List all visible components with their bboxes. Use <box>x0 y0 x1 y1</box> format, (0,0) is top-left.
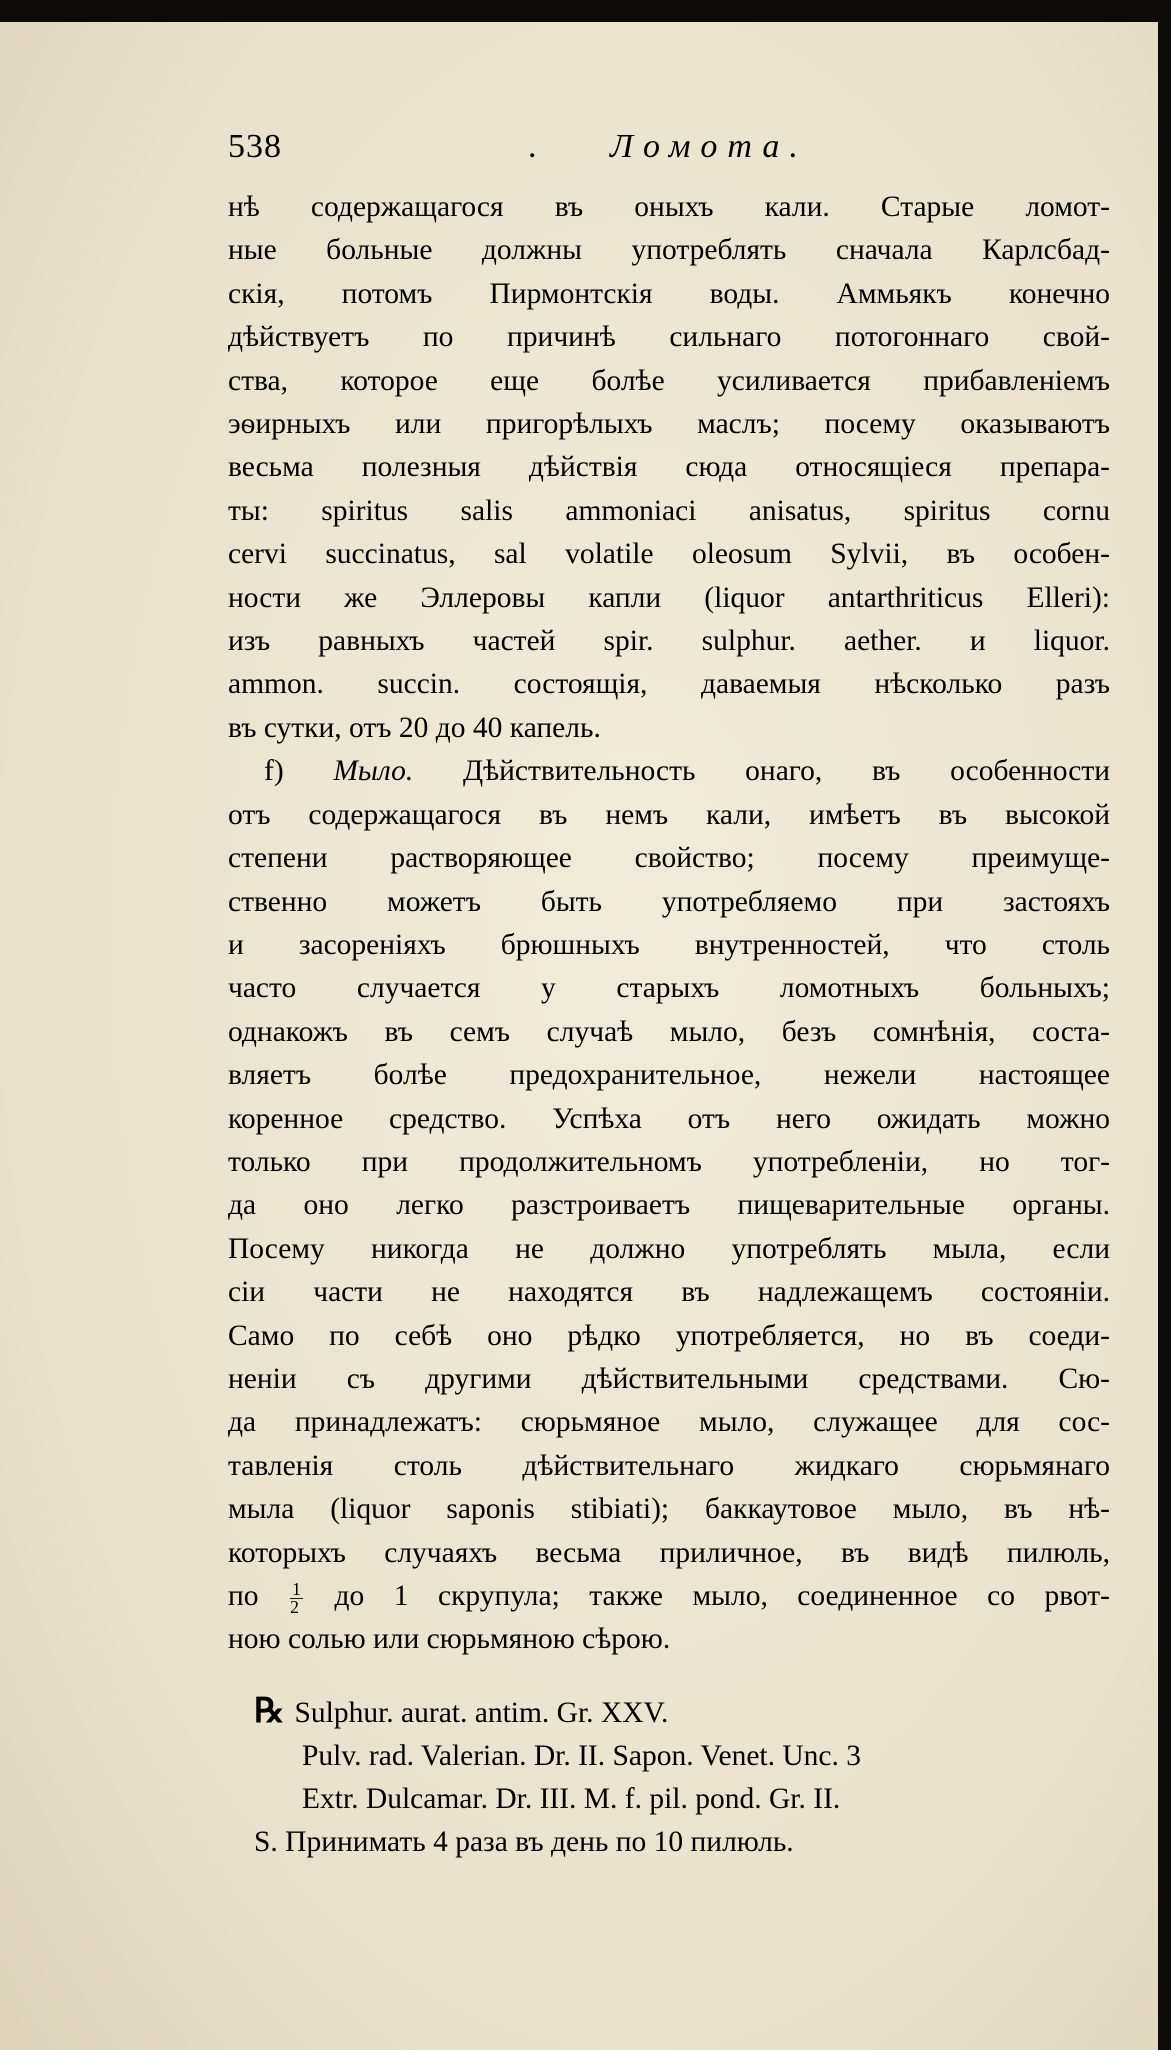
text-line: только при продолжительномъ употребленіи, но тог- <box>228 1145 1110 1178</box>
rx-icon: ℞ <box>254 1693 285 1730</box>
text-line: отъ содержащагося въ немъ кали, имѣетъ въ высокой <box>228 798 1110 831</box>
fraction-denominator: 2 <box>290 1596 300 1617</box>
paragraph-soap <box>228 750 1110 1662</box>
text-line: ты: spiritus salis ammoniaci anisatus, spiritus cornu <box>228 494 1110 527</box>
text-line: дѣйствуетъ по причинѣ сильнаго потогоннаго свой- <box>228 321 1110 354</box>
text-line: однакожъ въ семъ случаѣ мыло, безъ сомнѣнія, соста- <box>228 1015 1110 1048</box>
text-line: степени растворяющее свойство; посему преимуще- <box>228 842 1110 875</box>
prescription-text: Sulphur. aurat. antim. Gr. XXV. <box>294 1697 669 1729</box>
page-header <box>228 128 858 178</box>
prescription-signature-line: S. Принимать 4 раза въ день по 10 пилюль. <box>254 1826 794 1858</box>
text-line: ности же Эллеровы капли (liquor antarthriticus Elleri): <box>228 581 1110 614</box>
text-line <box>228 750 1110 793</box>
prescription-line <box>254 1690 1074 1735</box>
page-number: 538 <box>228 128 282 165</box>
text-line: часто случается у старыхъ ломотныхъ больныхъ; <box>228 972 1110 1005</box>
text-line: ною солью или сюрьмяною сѣрою. <box>228 1623 671 1656</box>
text-line <box>228 1575 1110 1618</box>
text-line: мыла (liquor saponis stibiati); баккаутовое мыло, въ нѣ- <box>228 1493 1110 1526</box>
text-line: которыхъ случаяхъ весьма приличное, въ видѣ пилюль, <box>228 1536 1110 1569</box>
text-line: ammon. succin. состоящія, даваемыя нѣсколько разъ <box>228 668 1110 701</box>
text-line: cervi succinatus, sal volatile oleosum Sylvii, въ особен- <box>228 538 1110 571</box>
text-line: коренное средство. Успѣха отъ него ожидать можно <box>228 1102 1110 1135</box>
text-line: весьма полезныя дѣйствія сюда относящіеся препара- <box>228 451 1110 484</box>
text-line: сіи части не находятся въ надлежащемъ состояніи. <box>228 1276 1110 1309</box>
text-line: вляетъ болѣе предохранительное, нежели настоящее <box>228 1059 1110 1092</box>
page-edge-shadow <box>1158 22 1171 2050</box>
page-body <box>228 186 1110 1662</box>
text-line: Посему никогда не должно употреблять мыла, если <box>228 1232 1110 1265</box>
paragraph-continuation <box>228 186 1110 750</box>
prescription-line: Pulv. rad. Valerian. Dr. II. Sapon. Venet. Unc. 3 <box>302 1740 862 1772</box>
text-line: да принадлежатъ: сюрьмяное мыло, служащее для сос- <box>228 1406 1110 1439</box>
running-title: Ломота. <box>610 128 808 165</box>
fraction-one-half <box>290 1578 303 1617</box>
prescription <box>254 1690 1074 1864</box>
text-line: изъ равныхъ частей spir. sulphur. aether. и liquor. <box>228 625 1110 658</box>
text-line: тавленія столь дѣйствительнаго жидкаго сюрьмянаго <box>228 1449 1110 1482</box>
item-label: f) <box>264 755 284 788</box>
text-line: ства, которое еще болѣе усиливается прибавленіемъ <box>228 364 1110 397</box>
text-line: неніи съ другими дѣйствительными средствами. Сю- <box>228 1362 1110 1395</box>
text-line: и засореніяхъ брюшныхъ внутренностей, что столь <box>228 928 1110 961</box>
text-line: въ сутки, отъ 20 до 40 капель. <box>228 711 601 744</box>
text-segment: до 1 скрупула; также мыло, соединенное со рвот- <box>334 1580 1111 1612</box>
text-line: да оно легко разстроиваетъ пищеварительные органы. <box>228 1189 1110 1222</box>
text-segment: Дѣйствительность онаго, въ особенности <box>462 755 1111 788</box>
text-segment: по <box>228 1580 259 1612</box>
fraction-numerator: 1 <box>292 1578 302 1599</box>
text-line: ные больные должны употреблять сначала Карлсбад- <box>228 234 1110 267</box>
prescription-line: Extr. Dulcamar. Dr. III. M. f. pil. pond. Gr. II. <box>302 1783 841 1815</box>
item-term: Мыло. <box>333 755 414 788</box>
text-line: Само по себѣ оно рѣдко употребляется, но въ соеди- <box>228 1319 1110 1352</box>
text-line: нѣ содержащагося въ оныхъ кали. Старые ломот- <box>228 191 1110 223</box>
text-line: эѳирныхъ или пригорѣлыхъ маслъ; посему оказываютъ <box>228 408 1110 441</box>
header-separator: . <box>528 128 537 165</box>
text-line: ственно можетъ быть употребляемо при застояхъ <box>228 885 1110 918</box>
text-line: скія, потомъ Пирмонтскія воды. Аммьякъ конечно <box>228 277 1110 310</box>
